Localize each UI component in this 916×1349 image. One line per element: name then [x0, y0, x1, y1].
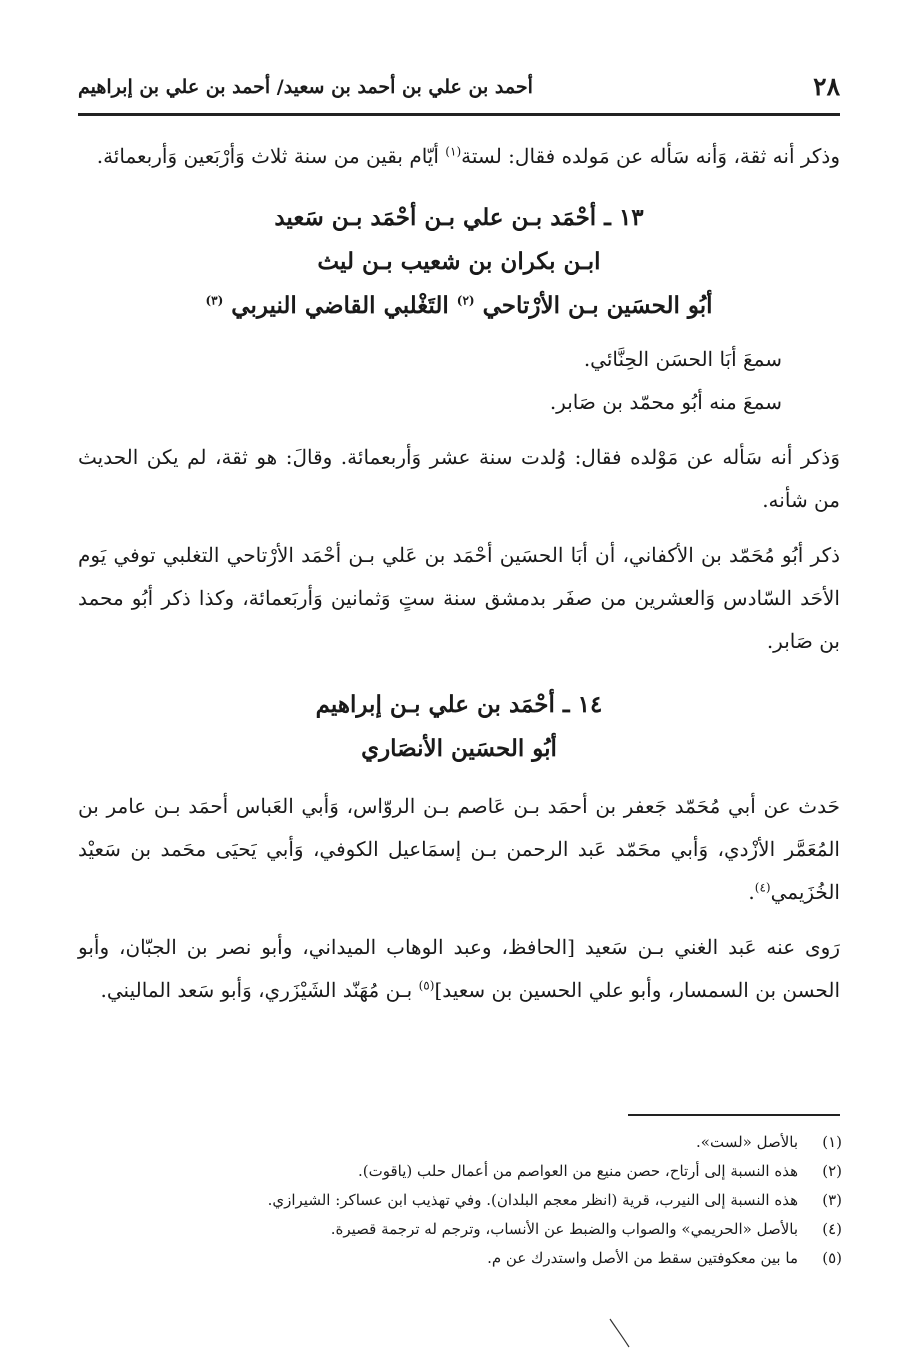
footnote-number: (٤): [822, 1220, 842, 1238]
entry-14-narrated-by-end: بـن مُهَنّد الشَيْزَري، وَأبو سَعد الماليني.: [100, 978, 419, 1002]
entry-14-narrated-by: [78, 926, 840, 1012]
footnote-marker-5: (٥): [418, 978, 435, 993]
footnote-number: (٢): [822, 1162, 842, 1180]
entry-13-heard-from: سمعَ أبَا الحسَن الحِنَّائي.: [583, 347, 782, 371]
footnote-text: بالأصل «لست».: [696, 1133, 798, 1151]
entry-14-narrated-from-text: حَدث عن أبي مُحَمّد جَعفر بن أحمَد بـن عَاصم بـن الروّاس، وَأبي العَباس أحمَد بـن عامر بن المُعَمَّر الأزْدي، وَأبي محَمّد عَبد الرحمن بـن إسمَاعيل الكوفي، وَأبي يَحيَى محَمد بن سَعيْد الخُزَيمي: [78, 794, 840, 904]
footnotes: [120, 1128, 842, 1273]
entry-13-heading-line-3-b: التَغْلبي القاضي النيربي: [223, 292, 457, 319]
footnote-item: [120, 1215, 842, 1244]
footnote-number: (١): [822, 1133, 842, 1151]
footnote-item: [120, 1157, 842, 1186]
entry-13-heading-line-2: ابـن بكران بن شعيب بـن ليث: [317, 248, 601, 275]
footnote-marker-3: (٣): [205, 293, 224, 308]
footnote-number: (٣): [822, 1191, 842, 1209]
entry-14-heading-line-1: ١٤ ـ أحْمَد بن علي بـن إبراهيم: [315, 691, 603, 718]
entry-14-narrated-from: [78, 785, 840, 914]
footnote-marker-1: (١): [445, 144, 462, 159]
entry-13-birth-paragraph: وَذكر أنه سَأله عن مَوْلده فقال: وُلدت سنة عشر وَأربعمائة. وقالَ: هو ثقة، لم يكن الحديث من شأنه.: [78, 445, 840, 512]
page-number: ٢٨: [813, 72, 840, 101]
entry-13-heard-by: سمعَ منه أبُو محمّد بن صَابر.: [549, 390, 782, 414]
footnote-text: هذه النسبة إلى أرتاح، حصن منيع من العواصم من أعمال حلب (ياقوت).: [358, 1162, 798, 1180]
pen-stroke-mark: [608, 1318, 632, 1348]
footnote-number: (٥): [822, 1249, 842, 1267]
entry-13-heading-line-3: [78, 284, 840, 328]
entry-14-narrated-from-end: .: [748, 880, 755, 904]
entry-13-heading-line-1: ١٣ ـ أحْمَد بـن علي بـن أحْمَد بـن سَعيد: [274, 204, 644, 231]
footnote-item: [120, 1128, 842, 1157]
footnote-item: [120, 1186, 842, 1215]
entry-13-death-paragraph: ذكر أبُو مُحَمّد بن الأكفاني، أن أبَا الحسَين أحْمَد بن عَلي بـن أحْمَد الأرْتاحي التغلبي توفي يَوم الأحَد السّادس وَالعشرين من صفَر بدمشق سنة ستٍ وَثمانين وَأربَعمائة، وكذا ذكر أبُو محمد بن صَابر.: [78, 543, 840, 653]
entry-14-heading-line-2: أبُو الحسَين الأنصَاري: [361, 735, 557, 762]
footnote-marker-4: (٤): [754, 880, 771, 895]
footnote-marker-2: (٢): [456, 293, 475, 308]
footnote-separator: [628, 1114, 840, 1116]
entry-13-heading-line-3-a: أبُو الحسَين بـن الأرْتاحي: [474, 292, 713, 319]
intro-text-after: أيّام بقين من سنة ثلاث وَأرْبَعين وَأربعمائة.: [96, 144, 446, 168]
intro-paragraph: [78, 135, 840, 178]
footnote-text: ما بين معكوفتين سقط من الأصل واستدرك عن م.: [487, 1249, 798, 1267]
entry-14-narrated-by-text: رَوى عنه عَبد الغني بـن سَعيد [الحافظ، وعبد الوهاب الميداني، وأبو نصر بن الجبّان، وأبو الحسن بن السمسار، وأبو علي الحسين بن سعيد]: [78, 935, 840, 1002]
page-header: [78, 70, 840, 110]
header-rule: [78, 113, 840, 116]
running-title: أحمد بن علي بن أحمد بن سعيد/ أحمد بن علي بن إبراهيم: [78, 76, 533, 98]
intro-text-before: وذكر أنه ثقة، وَأنه سَأله عن مَولده فقال: لستة: [461, 144, 840, 168]
footnote-text: بالأصل «الحريمي» والصواب والضبط عن الأنساب، وترجم له ترجمة قصيرة.: [330, 1220, 798, 1238]
main-text: [78, 135, 840, 1012]
entry-13-heading: [78, 196, 840, 328]
footnote-text: هذه النسبة إلى النيرب، قرية (انظر معجم البلدان). وفي تهذيب ابن عساكر: الشيرازي.: [267, 1191, 798, 1209]
footnote-item: [120, 1244, 842, 1273]
entry-14-heading: [78, 683, 840, 771]
